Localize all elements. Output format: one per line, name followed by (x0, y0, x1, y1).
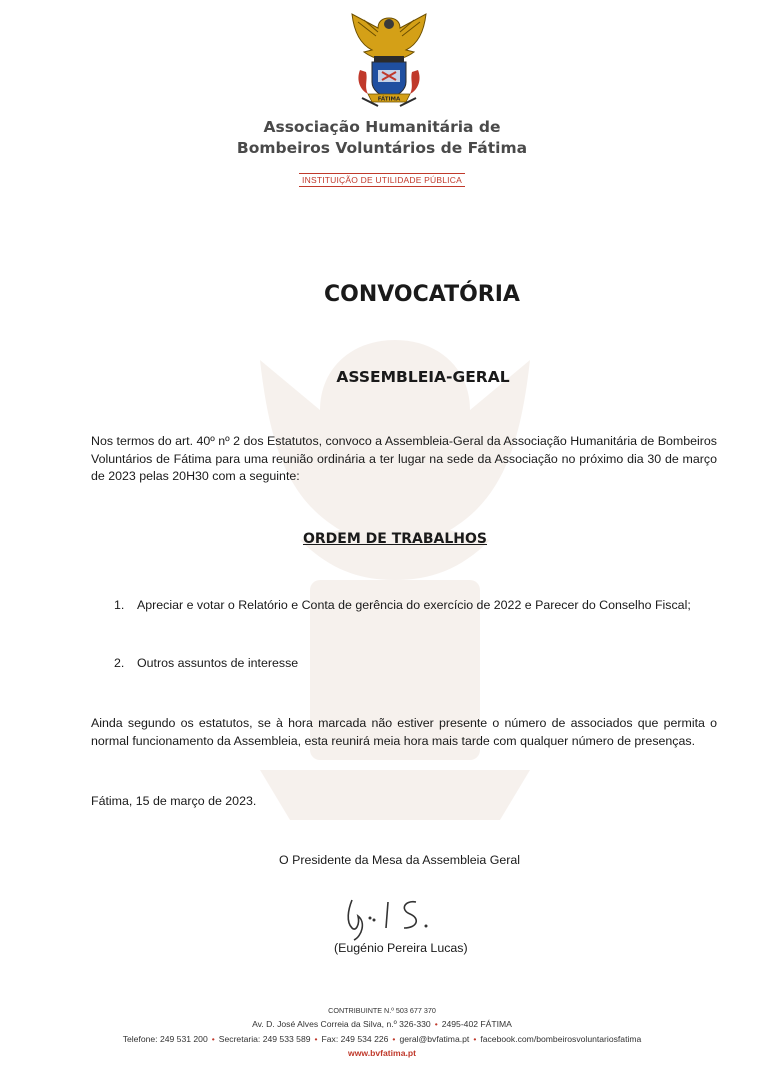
footer-secretary: Secretaria: 249 533 589 (218, 1034, 311, 1044)
footer-fax: Fax: 249 534 226 (321, 1034, 389, 1044)
footer-website[interactable]: www.bvfatima.pt (348, 1048, 416, 1058)
footer-tax-id: CONTRIBUINTE N.º 503 677 370 (328, 1006, 436, 1015)
signer-role: O Presidente da Mesa da Assembleia Geral (279, 853, 521, 867)
footer-facebook[interactable]: facebook.com/bombeirosvoluntariosfatima (480, 1034, 642, 1044)
agenda-item-number: 2. (114, 656, 125, 670)
agenda-item (114, 656, 298, 670)
org-name-line1: Associação Humanitária de (263, 118, 501, 136)
quorum-paragraph: Ainda segundo os estatutos, se à hora marcada não estiver presente o número de associados que permita o normal funcionamento da Assembleia, esta reunirá meia hora mais tarde com qualquer número de presenças. (91, 716, 717, 748)
svg-text:FÁTIMA: FÁTIMA (377, 96, 401, 103)
page-subtitle: ASSEMBLEIA-GERAL (336, 368, 510, 386)
footer-address: Av. D. José Alves Correia da Silva, n.º 326-330 (252, 1019, 431, 1029)
footer-phone: Telefone: 249 531 200 (122, 1034, 208, 1044)
organization-name (0, 117, 764, 159)
page-title: CONVOCATÓRIA (324, 282, 520, 307)
eagle-crest-icon (342, 10, 436, 108)
place-date: Fátima, 15 de março de 2023. (91, 794, 257, 808)
footer-contacts: Telefone: 249 531 200 • Secretaria: 249 533 589 • Fax: 249 534 226 • geral@bvfatima.pt • facebook.com/bombeirosvoluntariosfatima (122, 1034, 642, 1044)
footer-address-line: Av. D. José Alves Correia da Silva, n.º 326-330 • 2495-402 FÁTIMA (252, 1019, 512, 1029)
signer-name: (Eugénio Pereira Lucas) (334, 941, 468, 955)
agenda-title: ORDEM DE TRABALHOS (302, 531, 488, 547)
org-name-line2: Bombeiros Voluntários de Fátima (236, 139, 528, 157)
org-status (0, 170, 764, 188)
agenda-item (114, 598, 691, 612)
agenda-item-number: 1. (114, 598, 125, 612)
intro-paragraph: Nos termos do art. 40º nº 2 dos Estatutos, convoco a Assembleia-Geral da Associação Humanitária de Bombeiros Voluntários de Fátima para uma reunião ordinária a ter lugar na sede da Associação no próximo dia 30 de março de 2023 pelas 20H30 com a seguinte: (91, 434, 717, 483)
handwritten-signature-icon (338, 888, 458, 943)
org-status-label: INSTITUIÇÃO DE UTILIDADE PÚBLICA (299, 173, 465, 187)
agenda-item-text: Outros assuntos de interesse (137, 656, 299, 670)
footer-postal: 2495-402 FÁTIMA (441, 1019, 512, 1029)
agenda-item-text: Apreciar e votar o Relatório e Conta de gerência do exercício de 2022 e Parecer do Conselho Fiscal; (137, 598, 691, 612)
footer-email[interactable]: geral@bvfatima.pt (399, 1034, 470, 1044)
